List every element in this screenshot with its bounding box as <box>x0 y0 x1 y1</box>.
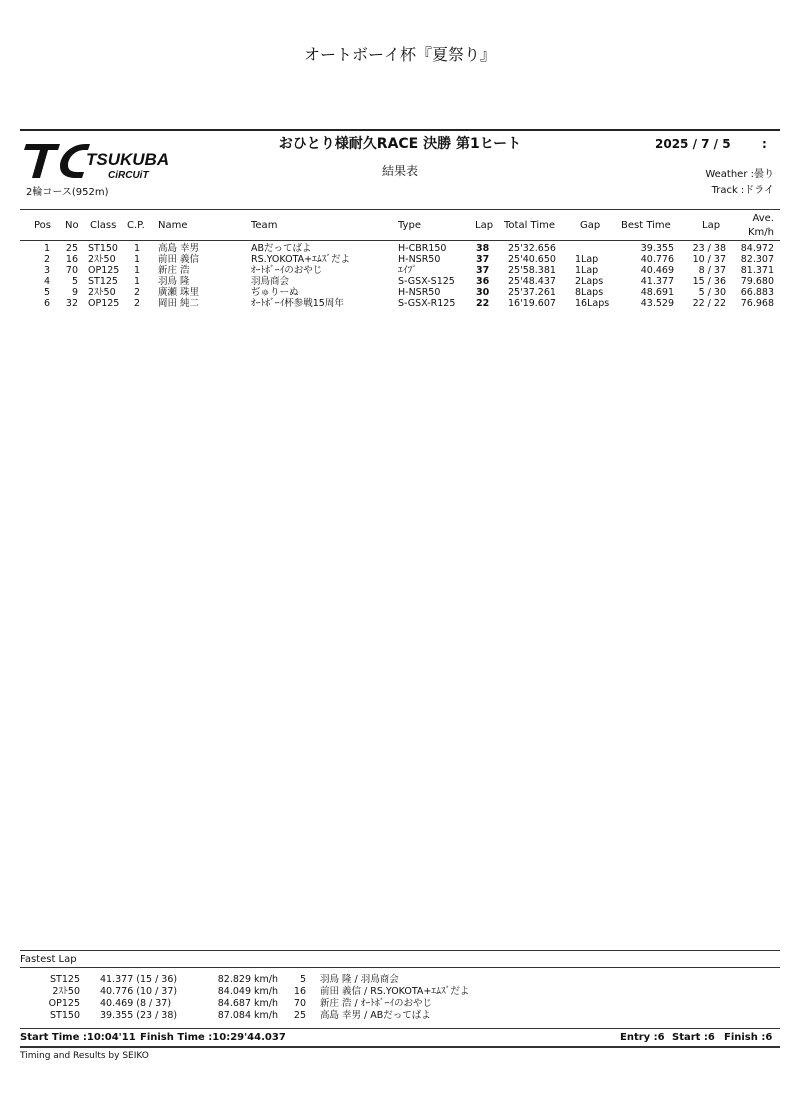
result-pos: 3 <box>43 265 50 276</box>
header-pos: Pos <box>34 220 52 231</box>
fastest-lap-class: ST150 <box>50 1010 80 1021</box>
result-best-time: 43.529 <box>640 298 674 309</box>
header-class: Class <box>90 220 117 231</box>
fastest-lap-speed: 84.049 km/h <box>217 986 278 997</box>
result-ave: 81.371 <box>740 265 774 276</box>
result-class: ST125 <box>88 276 118 287</box>
result-ave: 76.968 <box>740 298 774 309</box>
result-lap: 30 <box>476 287 490 298</box>
result-pos: 6 <box>43 298 50 309</box>
result-pos: 2 <box>43 254 50 265</box>
result-class: 2ｽﾄ50 <box>88 287 116 298</box>
result-team: ｵｰﾄﾎﾞｰｲ杯参戦15周年 <box>251 298 344 309</box>
fastest-lap-speed: 82.829 km/h <box>217 974 278 985</box>
result-ave: 84.972 <box>740 243 774 254</box>
result-lap: 38 <box>476 243 490 254</box>
track-condition: Track :ドライ <box>711 185 774 196</box>
result-team: ABだってばよ <box>251 243 312 254</box>
result-name: 新庄 浩 <box>158 265 190 276</box>
table-header-line <box>20 240 780 241</box>
result-class: ST150 <box>88 243 118 254</box>
header-type: Type <box>398 220 421 231</box>
result-best-lap: 5 / 30 <box>698 287 726 298</box>
result-type: H-CBR150 <box>398 243 447 254</box>
fastest-top-line <box>20 950 780 951</box>
result-name: 岡田 純二 <box>158 298 200 309</box>
result-team: ｵｰﾄﾎﾞｰｲのおやじ <box>251 265 323 276</box>
logo-text-sub: CiRCUiT <box>108 170 149 181</box>
result-pos: 5 <box>43 287 50 298</box>
result-total-time: 16'19.607 <box>508 298 556 309</box>
result-class: 2ｽﾄ50 <box>88 254 116 265</box>
result-pos: 4 <box>43 276 50 287</box>
fastest-lap-class: 2ｽﾄ50 <box>52 986 80 997</box>
fastest-lap-speed: 84.687 km/h <box>217 998 278 1009</box>
result-name: 前田 義信 <box>158 254 200 265</box>
result-pos: 1 <box>43 243 50 254</box>
header-ave-2: Km/h <box>747 227 774 238</box>
footer-top-line <box>20 1028 780 1029</box>
footer-bottom-line <box>20 1046 780 1048</box>
fastest-lap-title: Fastest Lap <box>20 954 77 965</box>
result-cp: 1 <box>134 243 141 254</box>
fastest-lap-rider: 新庄 浩 / ｵｰﾄﾎﾞｰｲのおやじ <box>320 998 433 1009</box>
fastest-lap-no: 5 <box>299 974 306 985</box>
result-no: 70 <box>65 265 78 276</box>
header-total-time: Total Time <box>504 220 556 231</box>
result-no: 32 <box>65 298 78 309</box>
header-no: No <box>65 220 79 231</box>
result-lap: 22 <box>476 298 490 309</box>
result-class: OP125 <box>88 298 120 309</box>
result-type: S-GSX-R125 <box>398 298 456 309</box>
result-ave: 66.883 <box>740 287 774 298</box>
result-cp: 2 <box>134 298 141 309</box>
sheet-title: 結果表 <box>381 164 418 178</box>
fastest-lap-time: 41.377 (15 / 36) <box>100 974 178 985</box>
result-gap: 8Laps <box>575 287 604 298</box>
header-best-time: Best Time <box>621 220 671 231</box>
result-no: 25 <box>65 243 78 254</box>
result-gap: 1Lap <box>575 265 599 276</box>
fastest-lap-rider: 高島 幸男 / ABだってばよ <box>320 1010 431 1021</box>
result-best-time: 40.469 <box>640 265 674 276</box>
fastest-lap-time: 39.355 (23 / 38) <box>100 1010 178 1021</box>
result-ave: 79.680 <box>740 276 774 287</box>
result-best-time: 41.377 <box>640 276 674 287</box>
finish-count: Finish :6 <box>724 1032 773 1043</box>
result-type: ｴｲﾌﾟ <box>398 265 418 276</box>
result-no: 5 <box>71 276 78 287</box>
result-team: 羽鳥商会 <box>251 276 290 287</box>
header-gap: Gap <box>580 220 601 231</box>
fastest-lap-time: 40.469 (8 / 37) <box>100 998 172 1009</box>
table-top-line <box>20 209 780 210</box>
result-best-lap: 10 / 37 <box>692 254 726 265</box>
result-best-lap: 8 / 37 <box>698 265 726 276</box>
header-team: Team <box>251 220 278 231</box>
finish-time: Finish Time :10:29'44.037 <box>140 1032 286 1043</box>
result-cp: 1 <box>134 265 141 276</box>
logo-text-main: TSUKUBA <box>86 150 170 169</box>
result-lap: 37 <box>476 254 490 265</box>
result-name: 羽鳥 隆 <box>158 276 190 287</box>
result-gap: 2Laps <box>575 276 604 287</box>
result-best-lap: 15 / 36 <box>692 276 726 287</box>
fastest-lap-no: 16 <box>293 986 306 997</box>
start-count: Start :6 <box>672 1032 715 1043</box>
result-best-lap: 23 / 38 <box>692 243 726 254</box>
course-name: 2輪コース(952m) <box>26 187 109 198</box>
header-divider <box>20 129 780 131</box>
result-total-time: 25'40.650 <box>508 254 556 265</box>
result-cp: 1 <box>134 276 141 287</box>
result-best-time: 48.691 <box>640 287 674 298</box>
result-total-time: 25'37.261 <box>508 287 556 298</box>
result-lap: 36 <box>476 276 490 287</box>
race-date: 2025 / 7 / 5 <box>655 137 731 151</box>
result-type: S-GSX-S125 <box>398 276 455 287</box>
result-gap: 1Lap <box>575 254 599 265</box>
result-best-lap: 22 / 22 <box>692 298 726 309</box>
result-no: 16 <box>65 254 78 265</box>
result-best-time: 40.776 <box>640 254 674 265</box>
entry-count: Entry :6 <box>620 1032 665 1043</box>
fastest-lap-class: ST125 <box>50 974 80 985</box>
result-best-time: 39.355 <box>640 243 674 254</box>
result-ave: 82.307 <box>740 254 774 265</box>
fastest-title-line <box>20 967 780 968</box>
header-best-lap: Lap <box>702 220 721 231</box>
result-name: 高島 幸男 <box>158 243 200 254</box>
timing-credit: Timing and Results by SEIKO <box>20 1051 149 1061</box>
race-time: : <box>762 137 767 151</box>
header-lap: Lap <box>475 220 494 231</box>
header-cp: C.P. <box>127 220 145 231</box>
fastest-lap-rider: 羽鳥 隆 / 羽鳥商会 <box>320 974 399 985</box>
result-class: OP125 <box>88 265 120 276</box>
result-cp: 1 <box>134 254 141 265</box>
result-total-time: 25'32.656 <box>508 243 556 254</box>
result-team: ぢゅりーぬ <box>251 287 299 298</box>
fastest-lap-time: 40.776 (10 / 37) <box>100 986 178 997</box>
header-ave-1: Ave. <box>752 213 774 224</box>
race-title: おひとり様耐久RACE 決勝 第1ヒート <box>278 136 522 152</box>
fastest-lap-no: 70 <box>293 998 306 1009</box>
result-name: 廣瀬 珠里 <box>158 287 200 298</box>
weather: Weather :曇り <box>705 169 774 180</box>
result-cp: 2 <box>134 287 141 298</box>
start-time: Start Time :10:04'11 <box>20 1032 136 1043</box>
fastest-lap-class: OP125 <box>48 998 80 1009</box>
result-total-time: 25'48.437 <box>508 276 556 287</box>
result-no: 9 <box>71 287 78 298</box>
result-type: H-NSR50 <box>398 287 441 298</box>
result-total-time: 25'58.381 <box>508 265 556 276</box>
event-title: オートボーイ杯『夏祭り』 <box>303 45 496 64</box>
result-team: RS.YOKOTA+ｴﾑｽﾞだよ <box>251 254 351 265</box>
fastest-lap-speed: 87.084 km/h <box>217 1010 278 1021</box>
header-name: Name <box>158 220 188 231</box>
result-lap: 37 <box>476 265 490 276</box>
fastest-lap-no: 25 <box>293 1010 306 1021</box>
result-gap: 16Laps <box>575 298 610 309</box>
fastest-lap-rider: 前田 義信 / RS.YOKOTA+ｴﾑｽﾞだよ <box>320 986 470 997</box>
result-type: H-NSR50 <box>398 254 441 265</box>
